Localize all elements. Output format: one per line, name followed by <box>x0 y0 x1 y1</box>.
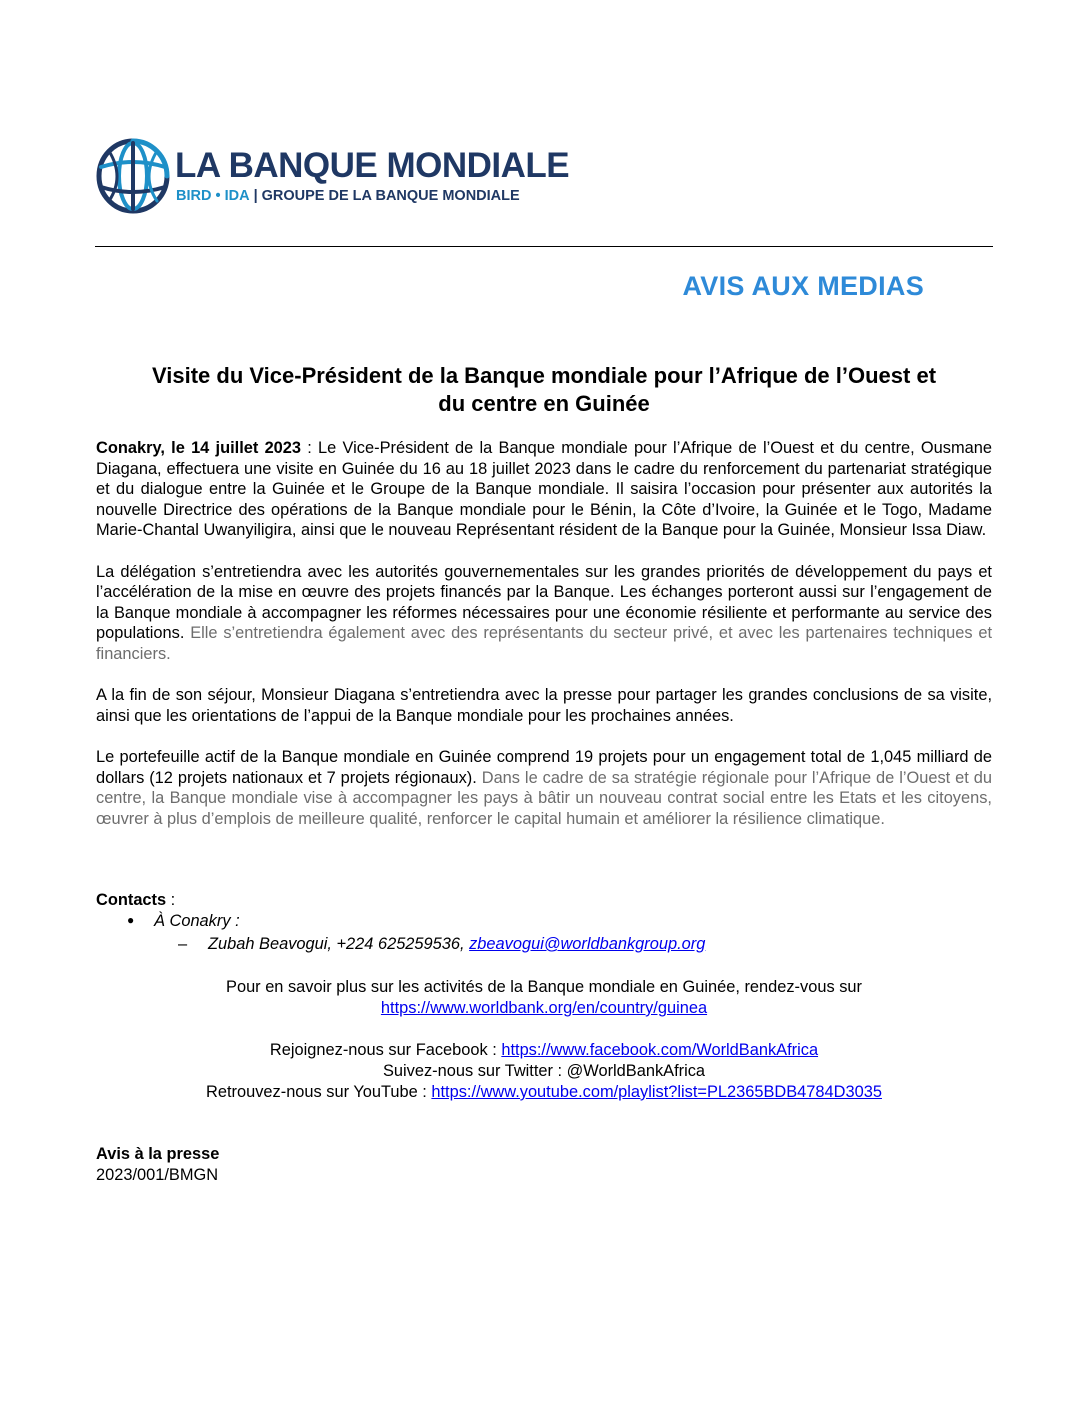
paragraph-2-grey-text: Elle s’entretiendra également avec des représentants du secteur privé, et avec les partenaires techniques et financiers. <box>96 624 992 663</box>
headline-line-2: du centre en Guinée <box>438 391 650 416</box>
more-info-block <box>96 977 992 1019</box>
logo-separator: | <box>253 188 258 204</box>
avis-aux-medias-title: AVIS AUX MEDIAS <box>682 271 924 301</box>
paragraph-2-text: La délégation s’entretiendra avec les autorités gouvernementales sur les grandes priorités de développement du pays et l’accélération de la mise en œuvre des projets financés par la Banque. Les échanges porteront aussi sur l’engagement de la Banque mondiale à accompagner les réformes nécessaires pour une économie résiliente et performante au service des populations. <box>96 562 992 642</box>
dash-icon: – <box>178 935 188 953</box>
contact-email-link[interactable]: zbeavogui@worldbankgroup.org <box>469 935 706 953</box>
press-body <box>96 438 992 850</box>
paragraph-4 <box>96 747 992 829</box>
press-notice-reference: 2023/001/BMGN <box>96 1166 219 1184</box>
paragraph-4-grey-text: Dans le cadre de sa stratégie régionale pour l’Afrique de l’Ouest et du centre, la Banque mondiale vise à accompagner les pays à bâtir un nouveau contrat social entre les Etats et les citoyens, œuvrer à plus d’emplois de meilleure qualité, renforcer le capital humain et améliorer la résilience climatique. <box>96 768 992 828</box>
contacts-heading <box>96 891 175 910</box>
youtube-line <box>96 1082 992 1103</box>
header-divider <box>95 246 993 247</box>
contact-person: Zubah Beavogui, +224 625259536, <box>208 935 470 953</box>
more-info-text: Pour en savoir plus sur les activités de la Banque mondiale en Guinée, rendez-vous sur <box>226 978 862 996</box>
logo-subtitle <box>176 188 520 204</box>
paragraph-3: A la fin de son séjour, Monsieur Diagana s’entretiendra avec la presse pour partager les grandes conclusions de sa visite, ainsi que les orientations de l’appui de la Banque mondiale pour les prochaines années. <box>96 686 992 725</box>
press-headline <box>96 362 992 418</box>
contacts-label: Contacts <box>96 891 167 909</box>
facebook-link[interactable]: https://www.facebook.com/WorldBankAfrica <box>501 1041 819 1059</box>
contacts-colon: : <box>166 891 176 909</box>
facebook-label: Rejoignez-nous sur Facebook : <box>269 1041 502 1059</box>
press-notice-title: Avis à la presse <box>96 1145 220 1163</box>
headline-line-1: Visite du Vice-Président de la Banque mondiale pour l’Afrique de l’Ouest et <box>151 363 937 388</box>
twitter-line: Suivez-nous sur Twitter : @WorldBankAfrica <box>382 1062 706 1080</box>
logo-bird-ida: BIRD • IDA <box>176 188 250 204</box>
paragraph-4-text: Le portefeuille actif de la Banque mondiale en Guinée comprend 19 projets pour un engagement total de 1,045 milliard de dollars (12 projets nationaux et 7 projets régionaux). <box>96 748 992 787</box>
youtube-label: Retrouvez-nous sur YouTube : <box>206 1083 432 1101</box>
contact-location: À Conakry : <box>154 912 240 930</box>
dateline: Conakry, le 14 juillet 2023 <box>96 439 302 457</box>
logo-title: LA BANQUE MONDIALE <box>175 146 570 185</box>
world-bank-logo <box>95 137 570 217</box>
country-page-link[interactable]: https://www.worldbank.org/en/country/guinea <box>380 999 708 1017</box>
youtube-link[interactable]: https://www.youtube.com/playlist?list=PL2365BDB4784D3035 <box>431 1083 882 1101</box>
facebook-line <box>96 1040 992 1061</box>
globe-icon <box>95 137 171 215</box>
contact-location-item <box>127 912 240 931</box>
paragraph-2 <box>96 562 992 665</box>
paragraph-1-text: : Le Vice-Président de la Banque mondiale pour l’Afrique de l’Ouest et du centre, Ousmane Diagana, effectuera une visite en Guinée du 16 au 18 juillet 2023 dans le cadre du renforcement du partenariat stratégique et du dialogue entre la Guinée et le Groupe de la Banque mondiale. Il saisira l’occasion pour présenter aux autorités la nouvelle Directrice des opérations de la Banque mondiale pour le Bénin, la Côte d’Ivoire, la Guinée et le Togo, Madame Marie-Chantal Uwanyiligira, ainsi que le nouveau Représentant résident de la Banque pour la Guinée, Monsieur Issa Diaw. <box>96 439 992 539</box>
paragraph-1 <box>96 438 992 541</box>
contact-person-item <box>178 935 705 954</box>
bullet-icon: ● <box>127 913 135 927</box>
logo-group: GROUPE DE LA BANQUE MONDIALE <box>261 188 520 204</box>
social-block <box>96 1040 992 1103</box>
